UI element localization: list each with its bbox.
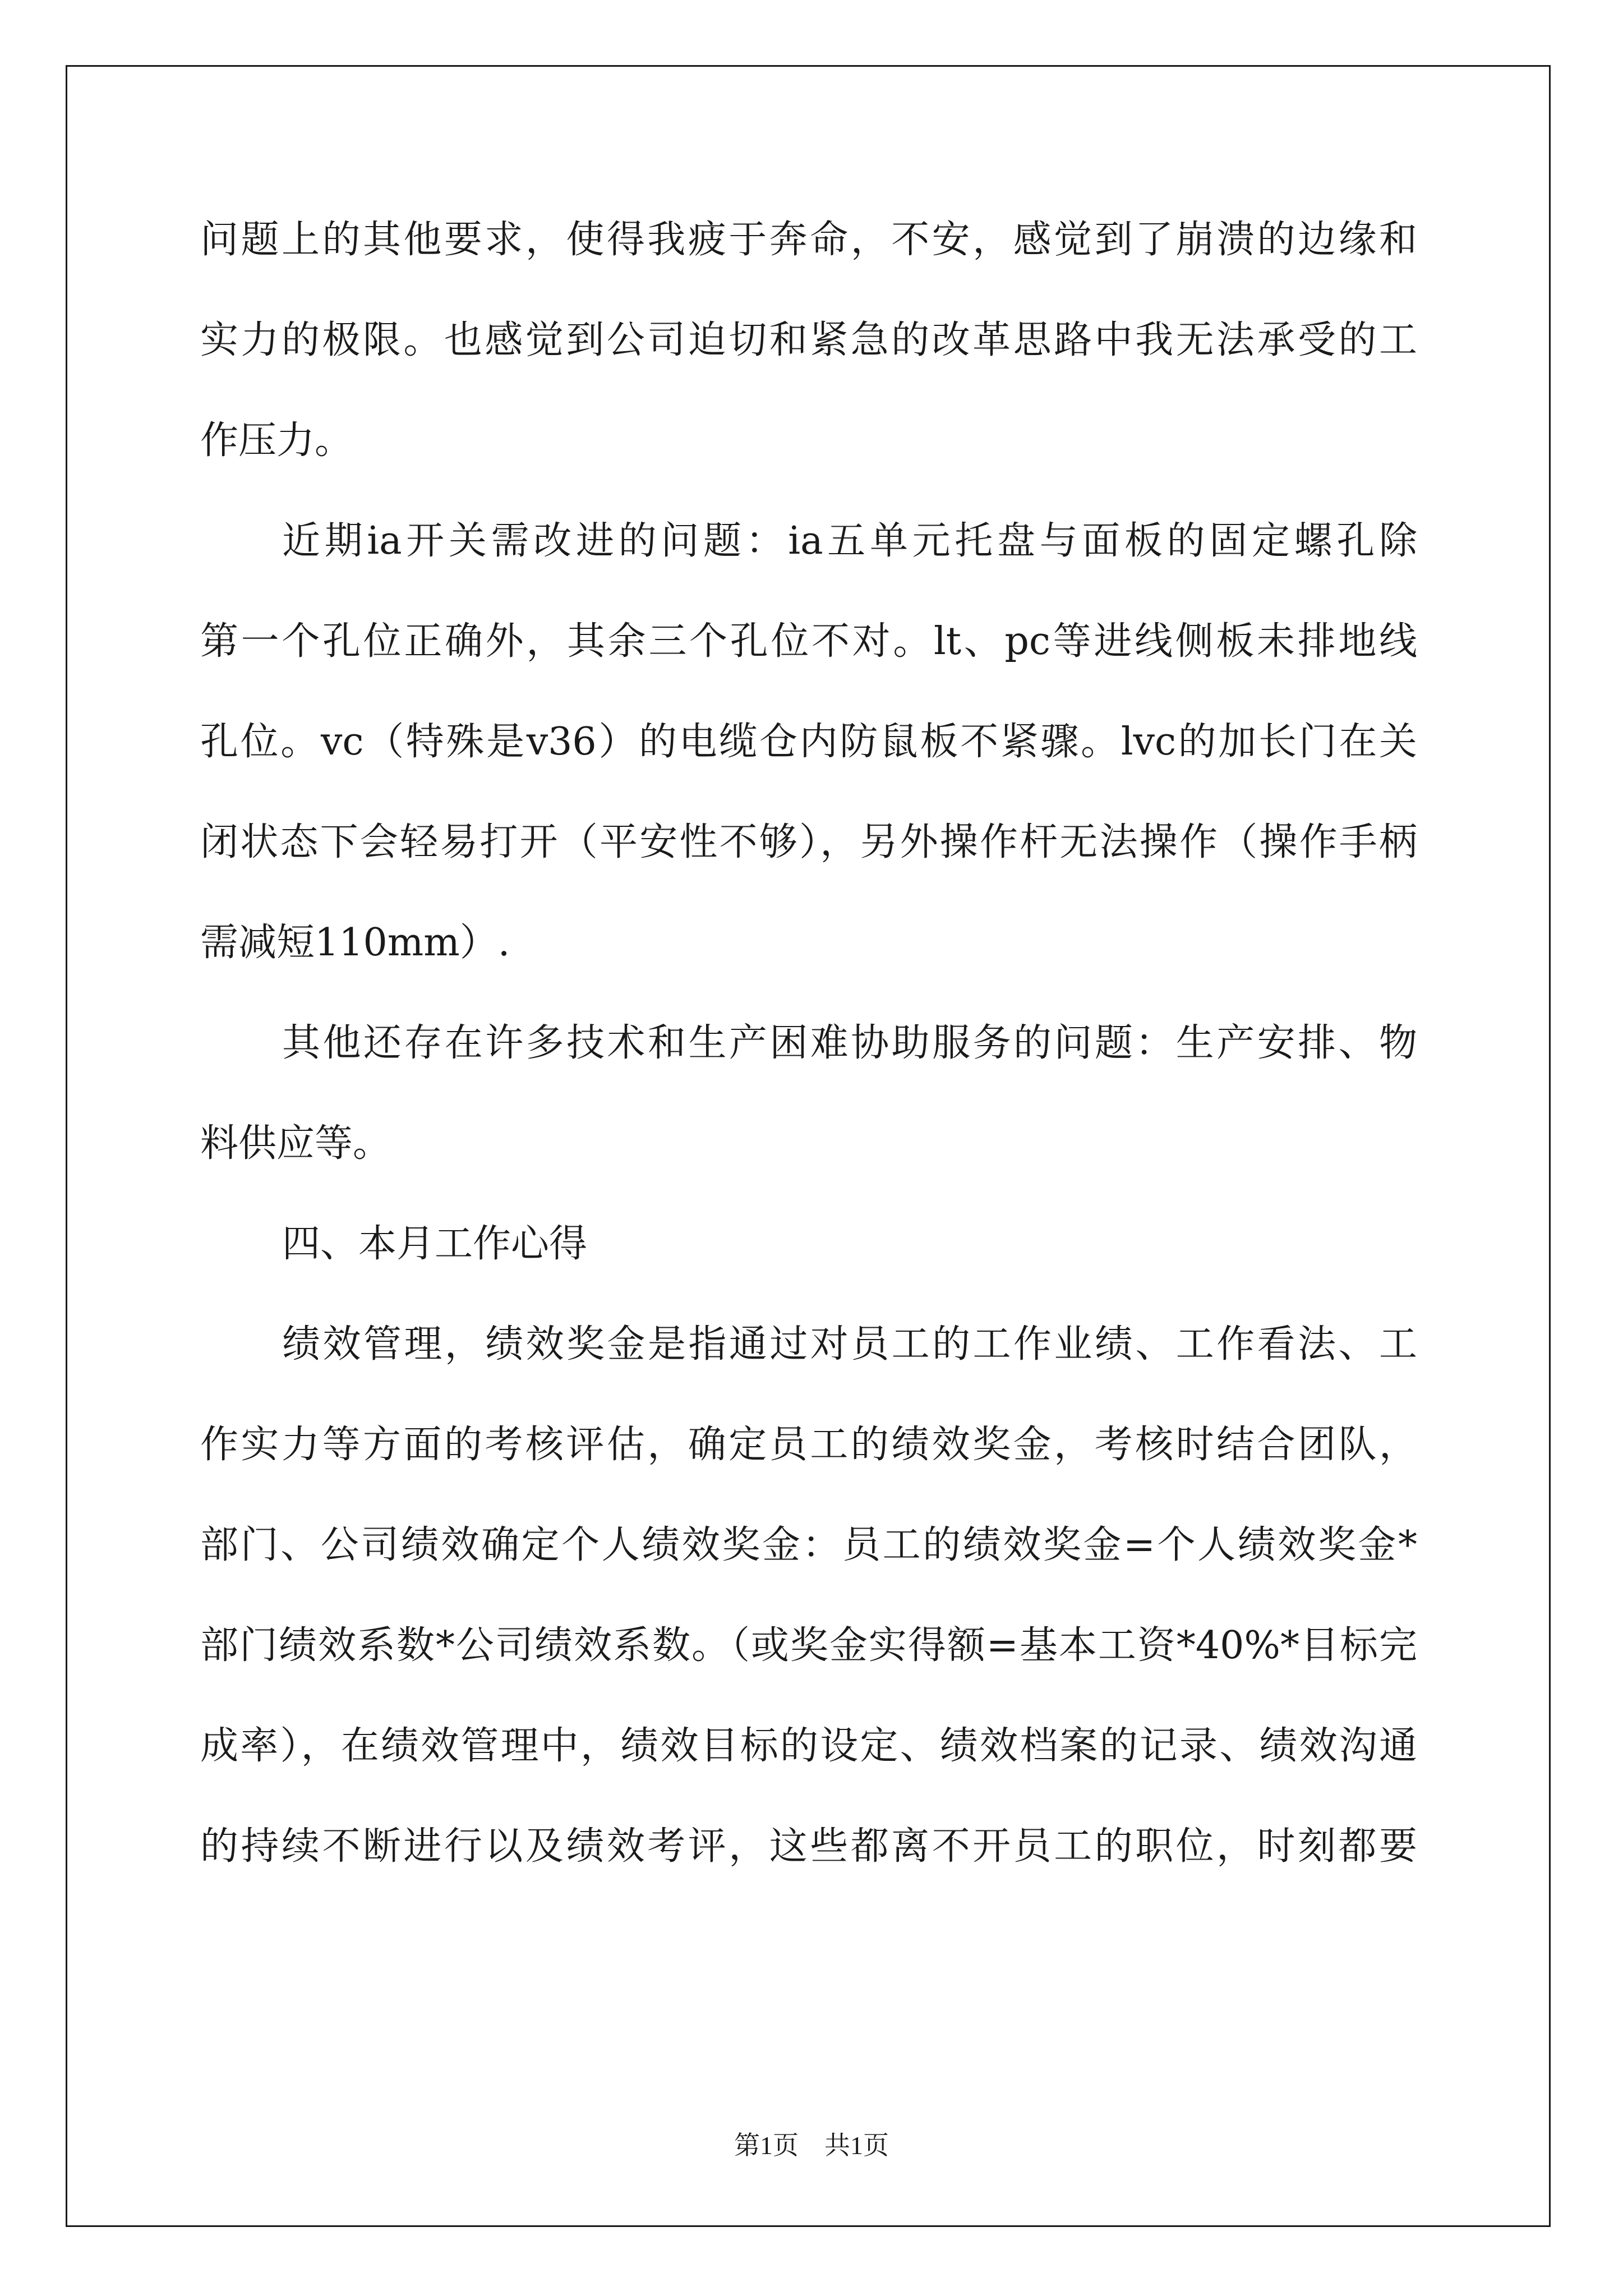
text-line: 部门、公司绩效确定个人绩效奖金：员工的绩效奖金=个人绩效奖金* — [200, 1523, 1417, 1567]
text-line: 成率），在绩效管理中，绩效目标的设定、绩效档案的记录、绩效沟通 — [200, 1724, 1417, 1768]
text-line: 第一个孔位正确外，其余三个孔位不对。lt、pc等进线侧板未排地线 — [200, 619, 1417, 664]
text-line: 作实力等方面的考核评估，确定员工的绩效奖金，考核时结合团队， — [200, 1423, 1417, 1467]
text-line: 作压力。 — [200, 418, 353, 463]
section-heading: 四、本月工作心得 — [282, 1222, 588, 1266]
text-line: 实力的极限。也感觉到公司迫切和紧急的改革思路中我无法承受的工 — [200, 318, 1417, 362]
text-line: 其他还存在许多技术和生产困难协助服务的问题：生产安排、物 — [282, 1021, 1417, 1065]
text-line: 料供应等。 — [200, 1121, 391, 1166]
page-number-footer: 第1页 共1页 — [734, 2131, 889, 2160]
text-line: 绩效管理，绩效奖金是指通过对员工的工作业绩、工作看法、工 — [282, 1322, 1417, 1366]
text-line: 需减短110mm）. — [200, 921, 510, 965]
document-body — [200, 190, 1417, 1897]
text-line: 闭状态下会轻易打开（平安性不够），另外操作杆无法操作（操作手柄 — [200, 820, 1417, 864]
text-line: 孔位。vc（特殊是v36）的电缆仓内防鼠板不紧骤。lvc的加长门在关 — [200, 720, 1417, 764]
text-line: 部门绩效系数*公司绩效系数。（或奖金实得额=基本工资*40%*目标完 — [200, 1623, 1417, 1668]
text-line: 近期ia开关需改进的问题：ia五单元托盘与面板的固定螺孔除 — [282, 519, 1417, 563]
text-line: 问题上的其他要求，使得我疲于奔命，不安，感觉到了崩溃的边缘和 — [200, 218, 1417, 262]
text-line: 的持续不断进行以及绩效考评，这些都离不开员工的职位，时刻都要 — [200, 1824, 1417, 1869]
